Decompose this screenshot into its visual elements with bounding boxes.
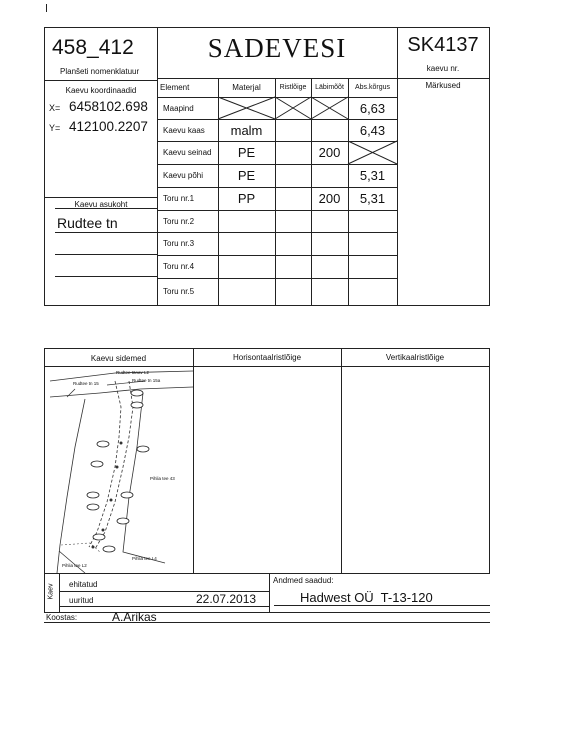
col-header-notes: Märkused bbox=[425, 81, 461, 90]
nomenclature-value: 458_412 bbox=[52, 36, 134, 59]
data-from-label: Andmed saadud: bbox=[273, 576, 334, 585]
row-elevation: 5,31 bbox=[359, 191, 386, 206]
col-header-material: Materjal bbox=[232, 83, 261, 92]
row-element: Maapind bbox=[163, 103, 194, 113]
col-header-elevation: Abs.kõrgus bbox=[354, 84, 391, 91]
surveyed-label: uuritud bbox=[69, 596, 94, 605]
col-header-cross-section: Ristlõige bbox=[279, 84, 307, 91]
page-title: SADEVESI bbox=[207, 33, 347, 63]
site-map-sketch bbox=[45, 367, 193, 573]
row-diameter: 200 bbox=[318, 191, 341, 206]
row-element: Toru nr.4 bbox=[163, 262, 195, 271]
row-element: Toru nr.5 bbox=[163, 287, 195, 296]
cross-mark-maapind-diameter bbox=[311, 97, 348, 119]
row-material: PP bbox=[237, 191, 256, 206]
data-from-value: Hadwest OÜ T-13-120 bbox=[300, 590, 433, 605]
row-diameter: 200 bbox=[318, 145, 341, 160]
coord-y-label: Y= bbox=[49, 123, 61, 133]
row-element: Kaevu seinad bbox=[163, 148, 212, 157]
well-id-label: kaevu nr. bbox=[426, 64, 460, 73]
row-material: PE bbox=[237, 145, 256, 160]
well-id: SK4137 bbox=[407, 34, 479, 56]
cross-mark-maapind-cross bbox=[275, 97, 311, 119]
row-elevation: 6,43 bbox=[359, 122, 386, 138]
row-elevation: 5,31 bbox=[359, 168, 386, 183]
built-label: ehitatud bbox=[69, 580, 98, 589]
row-element: Kaevu kaas bbox=[163, 125, 205, 135]
map-label-pihlia-43: Pihlia tee 43 bbox=[150, 476, 175, 481]
row-element: Kaevu põhi bbox=[163, 171, 204, 180]
map-label-pihlia-l2: Pihlia tee L2 bbox=[62, 563, 87, 568]
author-label: Koostas: bbox=[46, 613, 78, 622]
row-material: PE bbox=[237, 168, 256, 183]
cross-mark-maapind-material bbox=[218, 97, 275, 119]
col-header-element: Element bbox=[160, 83, 190, 92]
coord-y-value: 412100.2207 bbox=[69, 119, 148, 134]
author-value: A.Arikas bbox=[112, 610, 157, 624]
row-elevation: 6,63 bbox=[359, 100, 386, 116]
map-label-rudtee-l2: Rudtee tänav L2 bbox=[116, 370, 150, 375]
survey-date: 22.07.2013 bbox=[196, 592, 257, 606]
cross-mark-seinad-elevation bbox=[348, 141, 397, 164]
scan-mark bbox=[46, 4, 47, 12]
location-label: Kaevu asukoht bbox=[74, 200, 128, 209]
coord-x-value: 6458102.698 bbox=[69, 99, 148, 114]
vertical-section-header: Vertikaalristlõige bbox=[385, 352, 445, 362]
map-label-rudtee-15: Rudtee tn 15 bbox=[73, 381, 99, 386]
row-element: Toru nr.1 bbox=[163, 194, 195, 203]
horizontal-section-header: Horisontaalristlõige bbox=[232, 352, 302, 362]
row-material: malm bbox=[230, 122, 263, 138]
location-value: Rudtee tn bbox=[57, 215, 118, 231]
row-element: Toru nr.2 bbox=[163, 216, 195, 226]
row-element: Toru nr.3 bbox=[163, 239, 195, 248]
connections-header: Kaevu sidemed bbox=[90, 353, 147, 363]
nomenclature-label: Planšeti nomenklatuur bbox=[60, 67, 140, 76]
col-header-diameter: Läbimõõt bbox=[315, 84, 344, 91]
map-label-rudtee-15a: Rudtee tn 15a bbox=[132, 378, 161, 383]
coords-label: Kaevu koordinaadid bbox=[65, 86, 137, 95]
coord-x-label: X= bbox=[49, 103, 61, 113]
footer-side-label: Kaev bbox=[47, 583, 55, 600]
map-label-pihlia-l4: Pihlia tee L4 bbox=[132, 556, 157, 561]
